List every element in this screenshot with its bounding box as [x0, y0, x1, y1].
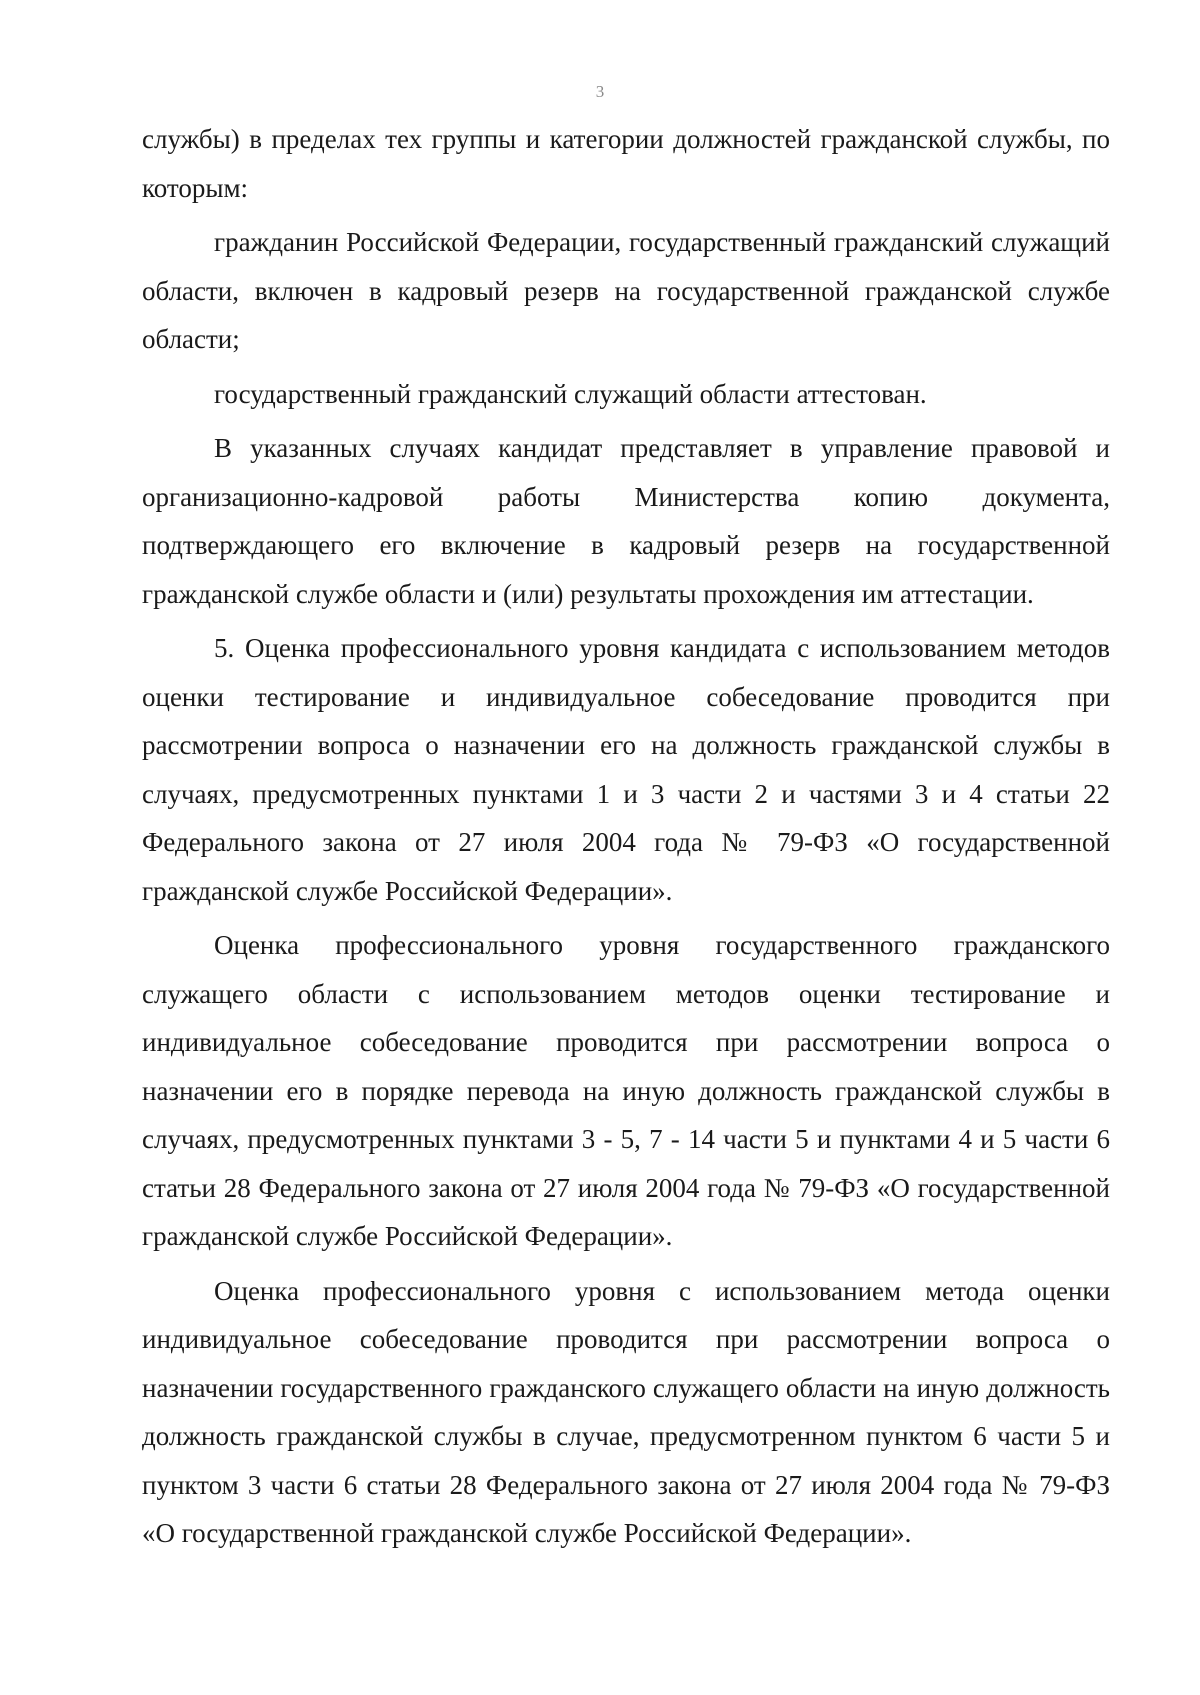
paragraph-interview-assessment: Оценка профессионального уровня с использованием метода оценки индивидуальное собеседование проводится при рассмотрении вопроса о назначении государственного гражданского служащего области на иную должность должность гражданской службы в случае, предусмотренном пунктом 6 части 5 и пунктом 3 части 6 статьи 28 Федерального закона от 27 июля 2004 года № 79-ФЗ «О государственной гражданской службе Российской Федерации». [142, 1275, 1110, 1548]
paragraph-continuation: службы) в пределах тех группы и категории должностей гражданской службы, по которым: [142, 124, 1110, 203]
paragraph-citizen-reserve: гражданин Российской Федерации, государственный гражданский служащий области, включен в кадровый резерв на государственной гражданской службе области; [142, 227, 1110, 354]
paragraph-item-5: 5. Оценка профессионального уровня кандидата с использованием методов оценки тестирование и индивидуальное собеседование проводится при рассмотрении вопроса о назначении его на должность гражданской службы в случаях, предусмотренных пунктами 1 и 3 части 2 и частями 3 и 4 статьи 22 Федерального закона от 27 июля 2004 года № 79-ФЗ «О государственной гражданской службе Российской Федерации». [142, 633, 1110, 906]
document-body [142, 115, 1110, 1558]
page-number: 3 [595, 82, 605, 101]
paragraph-attested: государственный гражданский служащий области аттестован. [214, 378, 927, 409]
paragraph-transfer-assessment: Оценка профессионального уровня государственного гражданского служащего области с использованием методов оценки тестирование и индивидуальное собеседование проводится при рассмотрении вопроса о назначении его в порядке перевода на иную должность гражданской службы в случаях, предусмотренных пунктами 3 - 5, 7 - 14 части 5 и пунктами 4 и 5 части 6 статьи 28 Федерального закона от 27 июля 2004 года № 79-ФЗ «О государственной гражданской службе Российской Федерации». [142, 930, 1110, 1251]
paragraph-candidate-documents: В указанных случаях кандидат представляет в управление правовой и организационно-кадровой работы Министерства копию документа, подтверждающего его включение в кадровый резерв на государственной гражданской службе области и (или) результаты прохождения им аттестации. [142, 433, 1110, 609]
